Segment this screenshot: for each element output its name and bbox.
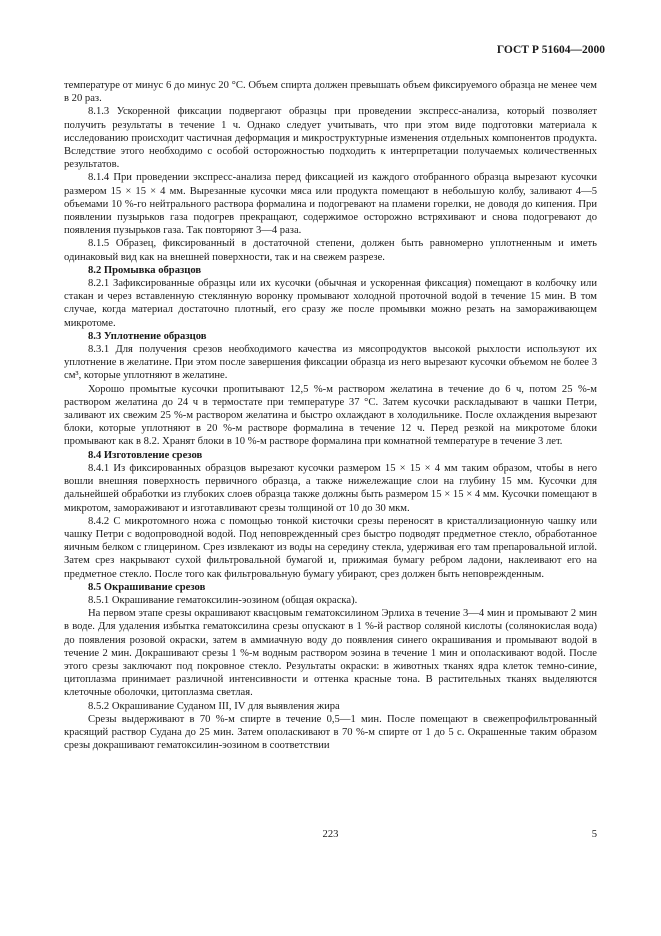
- sheet-number: 5: [591, 829, 597, 840]
- paragraph: 8.5.1 Окрашивание гематоксилин-эозином (общая окраска).: [88, 594, 358, 606]
- paragraph: 8.1.3 Ускоренной фиксации подвергают образцы при проведении экспресс-анализа, который позволяет получить результаты в течение 1 ч. Однако следует учитывать, что при этом виде подготовки материала к исследованию происходит частичная деформация и микроструктурные изменения отдельных компонентов продукта. Вследствие этого необходимо с особой осторожностью подходить к интерпретации получаемых количественных результатов.: [64, 106, 597, 171]
- paragraph: 8.1.5 Образец, фиксированный в достаточной степени, должен быть равномерно уплотненным и иметь одинаковый вид как на внешней поверхности, так и на свежем разрезе.: [64, 238, 597, 263]
- page-number: 223: [322, 829, 339, 840]
- paragraph: Хорошо промытые кусочки пропитывают 12,5 %-м раствором желатина в течение до 6 ч, потом 25 %-м раствором желатина до 24 ч в термостате при температуре 37 °С. Затем кусочки раскладывают в чашки Петри, заливают их свежим 25 %-м раствором желатина и быстро охлаждают в холодильнике. После охлаждения вырезают блоки, которые уплотняют в 20 %-м растворе формалина в течение 12 ч. Перед резкой на микротоме блоки промывают как в 8.2. Хранят блоки в 10 %-м растворе формалина при комнатной температуре в течение 3 лет.: [64, 383, 597, 448]
- paragraph: 8.1.4 При проведении экспресс-анализа перед фиксацией из каждого отобранного образца вырезают кусочки размером 15 × 15 × 4 мм. Вырезанные кусочки мяса или продукта помещают в небольшую колбу, заливают 4—5 объемами 10 %-го нейтрального раствора формалина и подогревают на пламени горелки, не доводя до кипения. При появлении пузырьков газа подогрев прекращают, содержимое осторожно встряхивают и снова подогревают до появления пузырьков газа. Так повторяют 3—4 раза.: [64, 172, 597, 237]
- paragraph: 8.4.2 С микротомного ножа с помощью тонкой кисточки срезы переносят в кристаллизационную чашку или чашку Петри с водопроводной водой. Под неповрежденный срез быстро подводят предметное стекло, обработанное яичным белком с глицерином. Срез извлекают из воды на середину стекла, удерживая его там препаровальной иглой. Затем срез накрывают сухой фильтровальной бумагой и, прижимая бумагу ребром ладони, наклеивают его на предметное стекло. После того как фильтровальную бумагу убирают, срез должен быть неповрежденным.: [64, 515, 597, 580]
- paragraph: Срезы выдерживают в 70 %-м спирте в течение 0,5—1 мин. После помещают в свежепрофильтрованный красящий раствор Судана до 25 мин. Затем ополаскивают в 70 %-м спирте от 1 до 5 с. Окрашенные таким образом срезы докрашивают гематоксилин-эозином в соответствии: [64, 713, 597, 752]
- section-heading: 8.2 Промывка образцов: [88, 264, 202, 276]
- paragraph: На первом этапе срезы окрашивают квасцовым гематоксилином Эрлиха в течение 3—4 мин и промывают 2 мин в воде. Для удаления избытка гематоксилина срезы опускают в 1 %-й раствор соляной кислоты (солянокислая вода) до появления розовой окраски, затем в аммиачную воду до появления синего окрашивания и промывают водой в течение 2 мин. Докрашивают срезы 1 %-м водным раствором эозина в течение 1 мин и ополаскивают водой. После этого срезы заключают под покровное стекло. Результаты окраски: в животных тканях ядра клеток темно-синие, цитоплазма принимает различной интенсивности и оттенка красные тона. В растительных тканях выделяются клеточные оболочки, цитоплазма светлая.: [64, 608, 597, 699]
- section-heading: 8.5 Окрашивание срезов: [88, 581, 206, 593]
- section-heading: 8.4 Изготовление срезов: [88, 449, 203, 461]
- paragraph: температуре от минус 6 до минус 20 °С. Объем спирта должен превышать объем фиксируемого образца не менее чем в 20 раз.: [64, 80, 597, 105]
- paragraph: 8.3.1 Для получения срезов необходимого качества из мясопродуктов высокой рыхлости используют их уплотнение в желатине. При этом после завершения фиксации образца из него вырезают кусочки объемом не более 3 см³, которые уплотняют в желатине.: [64, 344, 597, 382]
- section-heading: 8.3 Уплотнение образцов: [88, 330, 207, 342]
- paragraph: 8.2.1 Зафиксированные образцы или их кусочки (обычная и ускоренная фиксация) помещают в колбочку или стакан и через вставленную стеклянную воронку промывают холодной проточной водой в течение 15 мин. В том случае, когда материал достаточно плотный, его сразу же после промывки можно резать на замораживающем микротоме.: [64, 278, 597, 329]
- document-body: [64, 79, 597, 752]
- paragraph: 8.5.2 Окрашивание Суданом III, IV для выявления жира: [88, 700, 340, 712]
- paragraph: 8.4.1 Из фиксированных образцов вырезают кусочки размером 15 × 15 × 4 мм таким образом, чтобы в него вошли внешняя поверхность первичного образца, а также нижележащие слои на глубину 15 мм. Кусочки для дальнейшей обработки из глубоких слоев образца также должны быть размером 15 × 15 × 4 мм. Кусочки помещают в микротом, замораживают и изготавливают срезы толщиной от 10 до 30 мкм.: [64, 462, 597, 514]
- page-header: ГОСТ Р 51604—2000: [496, 44, 605, 56]
